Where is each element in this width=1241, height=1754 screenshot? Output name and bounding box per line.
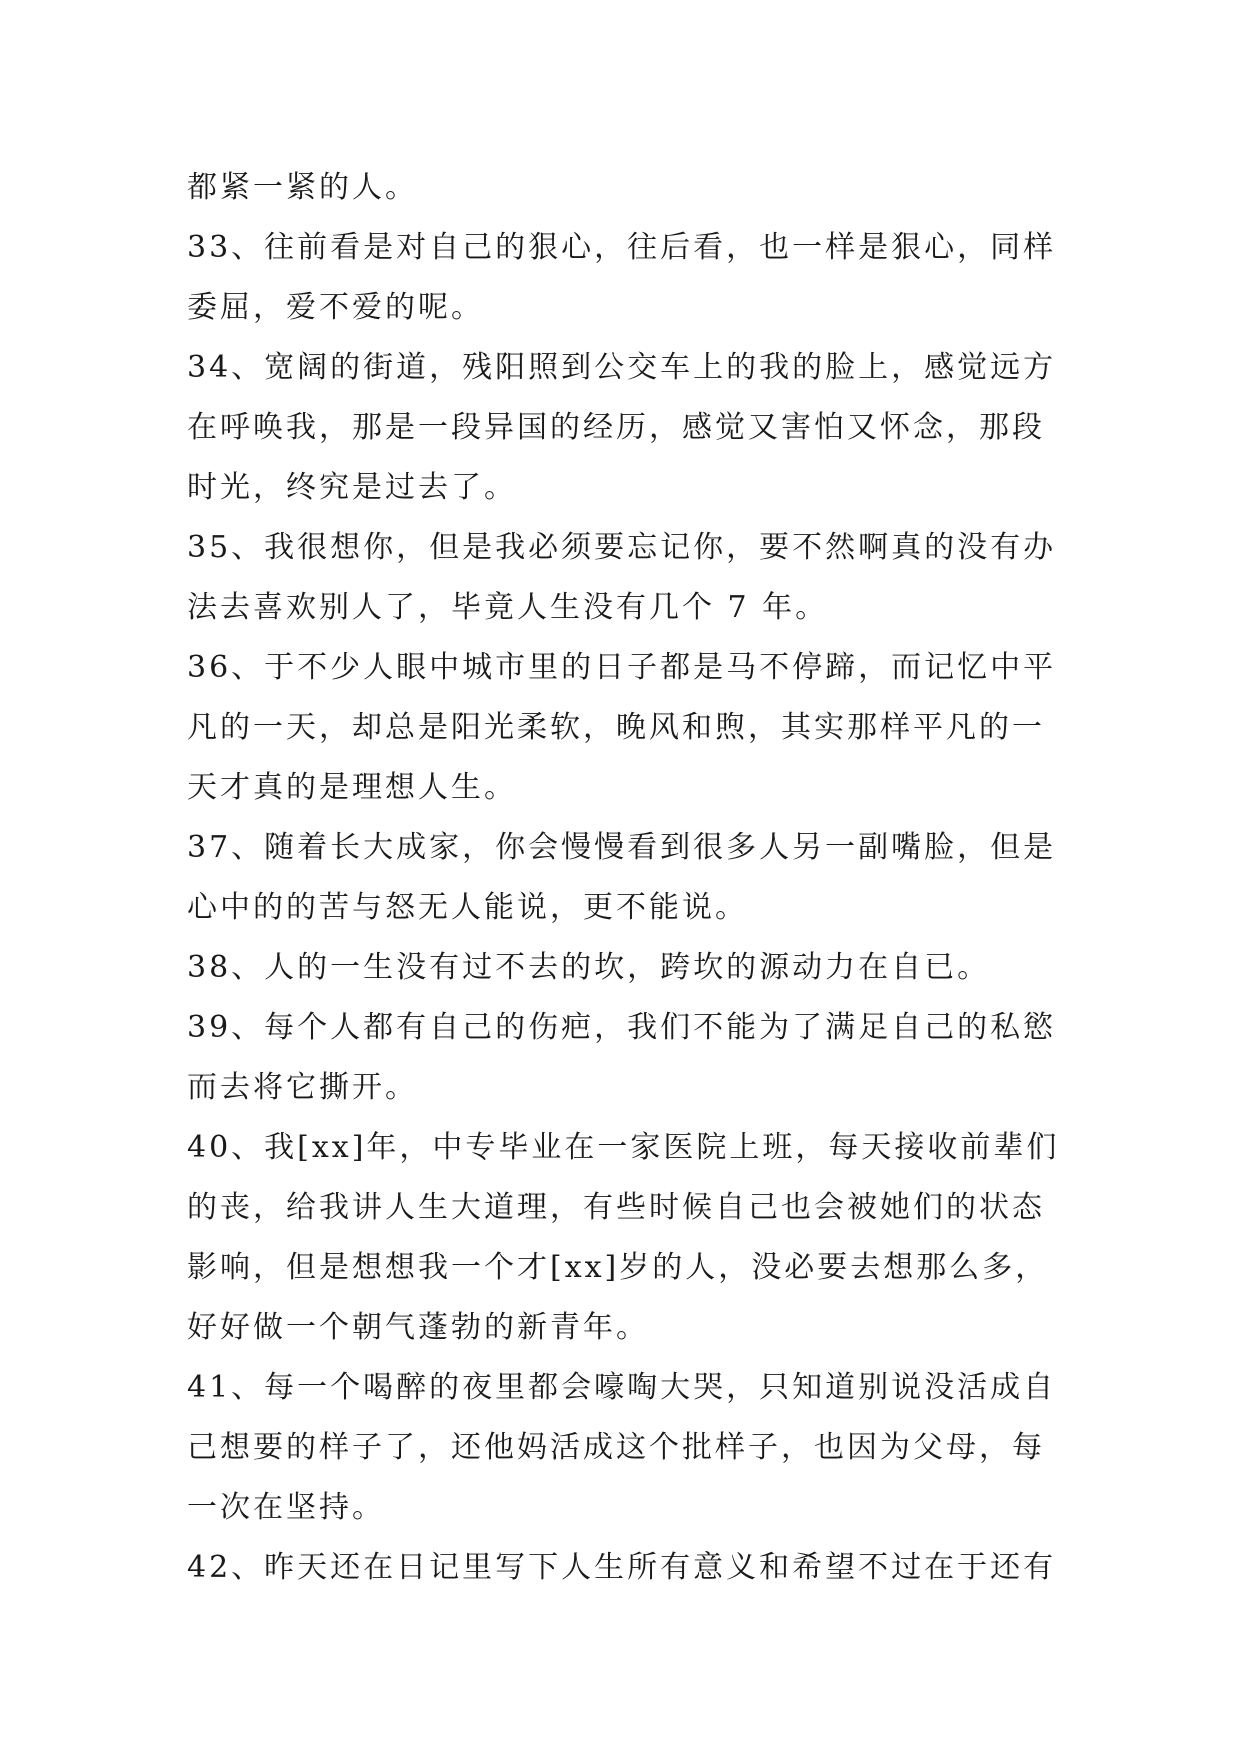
text-line: 一次在坚持。 [187,1490,385,1525]
text-line: 35、我很想你，但是我必须要忘记你，要不然啊真的没有办 [187,530,1057,565]
text-line: 影响，但是想想我一个才[xx]岁的人，没必要去想那么多， [187,1250,1049,1285]
document-body [187,158,1067,1598]
text-line: 在呼唤我，那是一段异国的经历，感觉又害怕又怀念，那段 [187,410,1045,445]
text-line: 41、每一个喝醉的夜里都会嚎啕大哭，只知道别说没活成自 [187,1370,1057,1405]
text-line: 42、昨天还在日记里写下人生所有意义和希望不过在于还有 [187,1550,1057,1585]
text-line: 天才真的是理想人生。 [187,770,517,805]
text-line: 委屈，爱不爱的呢。 [187,290,484,325]
text-line: 心中的的苦与怒无人能说，更不能说。 [187,890,748,925]
text-line: 37、随着长大成家，你会慢慢看到很多人另一副嘴脸，但是 [187,830,1057,865]
text-line: 39、每个人都有自己的伤疤，我们不能为了满足自己的私慾 [187,1010,1057,1045]
text-line: 凡的一天，却总是阳光柔软，晚风和煦，其实那样平凡的一 [187,710,1045,745]
text-line: 时光，终究是过去了。 [187,470,517,505]
text-line: 都紧一紧的人。 [187,170,418,205]
text-line: 38、人的一生没有过不去的坎，跨坎的源动力在自已。 [187,950,991,985]
text-line: 36、于不少人眼中城市里的日子都是马不停蹄，而记忆中平 [187,650,1057,685]
text-line: 法去喜欢别人了，毕竟人生没有几个 7 年。 [187,590,829,625]
text-line: 34、宽阔的街道，残阳照到公交车上的我的脸上，感觉远方 [187,350,1057,385]
text-line: 的丧，给我讲人生大道理，有些时候自己也会被她们的状态 [187,1190,1045,1225]
text-line: 33、往前看是对自己的狠心，往后看，也一样是狠心，同样 [187,230,1057,265]
text-line: 好好做一个朝气蓬勃的新青年。 [187,1310,649,1345]
text-line: 己想要的样子了，还他妈活成这个批样子，也因为父母，每 [187,1430,1045,1465]
text-line: 而去将它撕开。 [187,1070,418,1105]
text-line: 40、我[xx]年，中专毕业在一家医院上班，每天接收前辈们 [187,1130,1060,1165]
